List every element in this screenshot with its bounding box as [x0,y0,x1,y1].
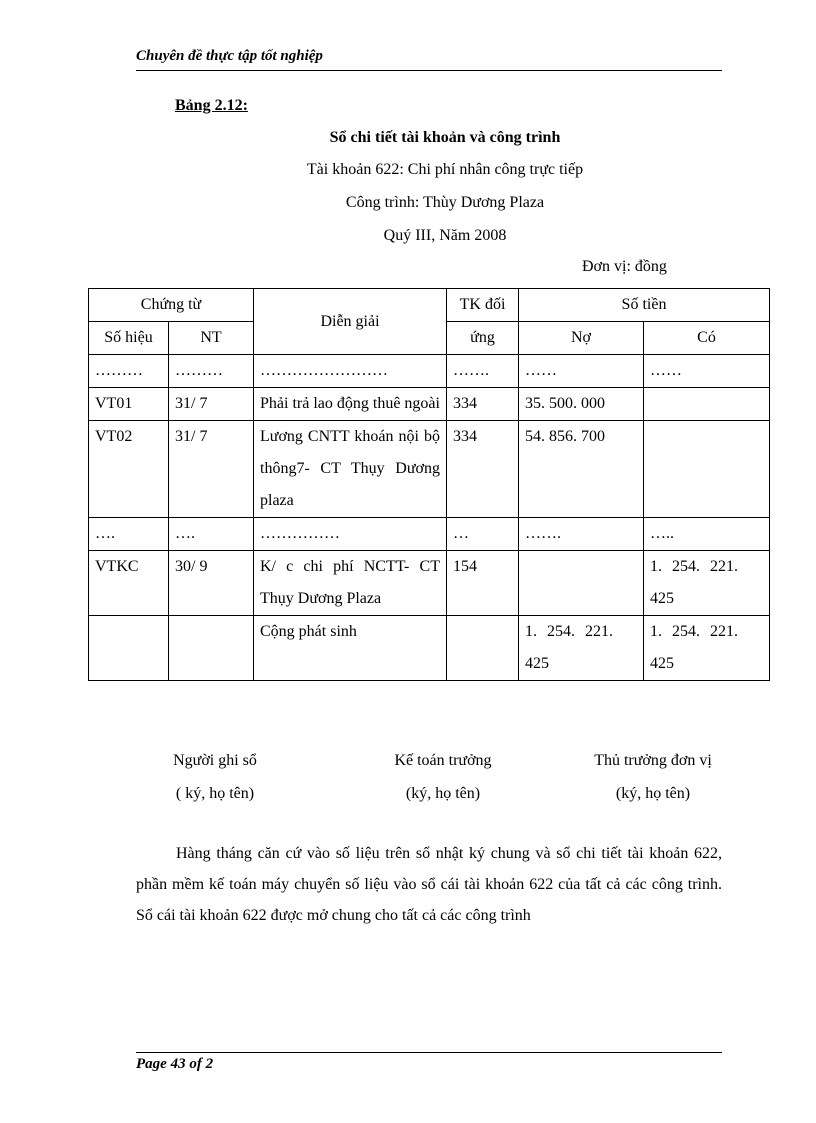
ledger-project: Công trình: Thùy Dương Plaza [345,194,545,211]
cell-number [89,616,169,681]
signature-recorder [140,744,290,810]
ledger-period: Quý III, Năm 2008 [383,227,507,244]
cell-account: 154 [447,551,519,616]
cell-description: Phải trả lao động thuê ngoài [254,388,447,421]
header-description: Diễn giải [254,289,447,355]
cell-debit [519,551,644,616]
cell-date: …. [169,518,254,551]
cell-number: …. [89,518,169,551]
cell-credit [644,388,770,421]
cell-account [447,616,519,681]
cell-description: …………………… [254,355,447,388]
ledger-table [88,288,770,681]
page-header-title: Chuyên đề thực tập tốt nghiệp [136,48,323,64]
page-number: Page 43 of 2 [136,1056,214,1072]
cell-number: VTKC [89,551,169,616]
cell-description: Lương CNTT khoán nội bộ thông7- CT Thụy Dương plaza [254,421,447,518]
cell-account: 334 [447,421,519,518]
cell-debit: 54. 856. 700 [519,421,644,518]
cell-credit: 1. 254. 221. 425 [644,551,770,616]
table-row [89,388,770,421]
cell-debit: …… [519,355,644,388]
header-date: NT [169,322,254,355]
header-account-1: TK đối [447,289,519,322]
cell-number: ……… [89,355,169,388]
signature-note: (ký, họ tên) [615,785,691,802]
header-account-2: ứng [447,322,519,355]
header-amount: Số tiền [519,289,770,322]
cell-description: Cộng phát sinh [254,616,447,681]
cell-date: ……… [169,355,254,388]
currency-unit: Đơn vị: đồng [582,258,667,275]
header-voucher: Chứng từ [89,289,254,322]
body-paragraph: Hàng tháng căn cứ vào số liệu trên sổ nhật ký chung và sổ chi tiết tài khoản 622, phần mềm kế toán máy chuyển số liệu vào sổ cái tài khoản 622 của tất cả các công trình. Sổ cái tài khoản 622 được mở chung cho tất cả các công trình [136,845,722,924]
table-header-row [89,289,770,322]
cell-credit: 1. 254. 221. 425 [644,616,770,681]
signature-chief-accountant [363,744,523,810]
cell-credit [644,421,770,518]
header-number: Số hiệu [89,322,169,355]
cell-account: ……. [447,355,519,388]
cell-number: VT01 [89,388,169,421]
signature-note: ( ký, họ tên) [175,785,255,802]
ledger-title: Sổ chi tiết tài khoản và công trình [329,129,561,146]
header-credit: Có [644,322,770,355]
cell-credit: ….. [644,518,770,551]
header-debit: Nợ [519,322,644,355]
table-total-row [89,616,770,681]
footer-rule [136,1052,722,1053]
table-row [89,421,770,518]
cell-account: 334 [447,388,519,421]
cell-description: …………… [254,518,447,551]
table-row [89,355,770,388]
cell-date: 30/ 9 [169,551,254,616]
cell-account: … [447,518,519,551]
cell-description: K/ c chi phí NCTT- CT Thụy Dương Plaza [254,551,447,616]
table-row [89,518,770,551]
cell-debit: 35. 500. 000 [519,388,644,421]
table-label: Bảng 2.12: [175,97,248,114]
cell-date [169,616,254,681]
cell-date: 31/ 7 [169,388,254,421]
signature-role: Thủ trưởng đơn vị [594,752,712,769]
ledger-account: Tài khoản 622: Chi phí nhân công trực tiếp [306,161,584,178]
cell-debit: ……. [519,518,644,551]
signature-role: Người ghi sổ [173,752,257,769]
signature-role: Kế toán trưởng [394,752,492,769]
cell-date: 31/ 7 [169,421,254,518]
cell-debit: 1. 254. 221. 425 [519,616,644,681]
signature-head-of-unit [563,744,743,810]
table-row [89,551,770,616]
header-rule [136,70,722,71]
signature-note: (ký, họ tên) [405,785,481,802]
cell-credit: …… [644,355,770,388]
cell-number: VT02 [89,421,169,518]
